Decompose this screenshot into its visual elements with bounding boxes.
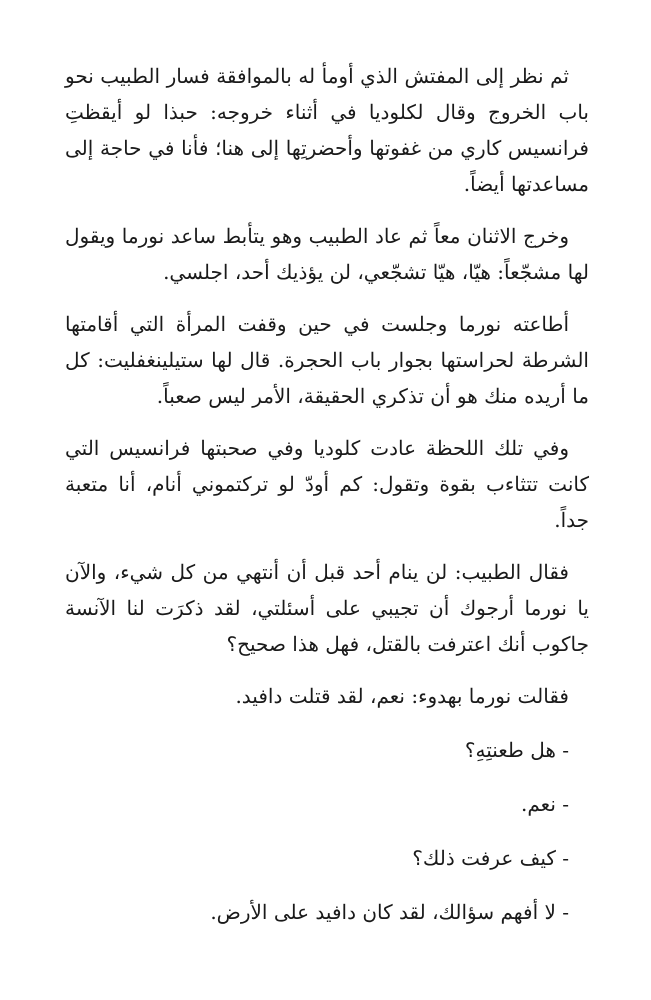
dialogue-line-2: - نعم. <box>521 792 569 816</box>
dialogue-intro: فقالت نورما بهدوء: نعم، لقد قتلت دافيد. <box>235 684 569 708</box>
paragraph-2: وخرج الاثنان معاً ثم عاد الطبيب وهو يتأبط ساعد نورما ويقول لها مشجّعاً: هيّا، هيّا تشجّعي، لن يؤذيك أحد، اجلسي. <box>65 224 589 284</box>
paragraph-1: ثم نظر إلى المفتش الذي أومأ له بالموافقة فسار الطبيب نحو باب الخروج وقال لكلوديا في أثناء خروجه: حبذا لو أيقظتِ فرانسيس كاري من غفوتها وأحضرتِها إلى هنا؛ فأنا في حاجة إلى مساعدتها أيضاً. <box>65 64 589 196</box>
paragraph-4: وفي تلك اللحظة عادت كلوديا وفي صحبتها فرانسيس التي كانت تتثاءب بقوة وتقول: كم أودّ لو تركتموني أنام، أنا متعبة جداً. <box>65 436 589 532</box>
dialogue-line-4: - لا أفهم سؤالك، لقد كان دافيد على الأرض. <box>210 900 569 924</box>
paragraph-5: فقال الطبيب: لن ينام أحد قبل أن أنتهي من كل شيء، والآن يا نورما أرجوك أن تجيبي على أسئلتي، لقد ذكرَت لنا الآنسة جاكوب أنك اعترفت بالقتل، فهل هذا صحيح؟ <box>65 560 589 656</box>
paragraph-3: أطاعته نورما وجلست في حين وقفت المرأة التي أقامتها الشرطة لحراستها بجوار باب الحجرة. قال لها ستيلينغفليت: كل ما أريده منك هو أن تذكري الحقيقة، الأمر ليس صعباً. <box>65 312 589 408</box>
dialogue-line-1: - هل طعنتِهِ؟ <box>464 738 569 762</box>
dialogue-line-3: - كيف عرفت ذلك؟ <box>412 846 569 870</box>
book-page <box>65 58 589 948</box>
